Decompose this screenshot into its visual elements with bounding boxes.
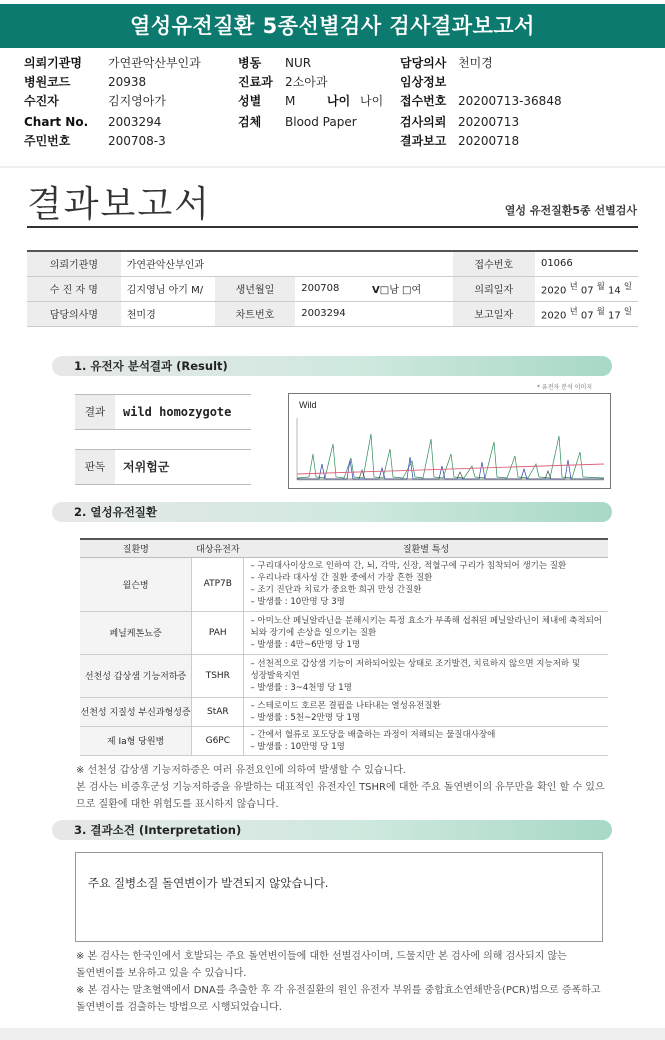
- institution-label: 의뢰기관명: [24, 56, 82, 70]
- info-report-date: 2020 $^년$ 07 $^월$ 17 $^일$: [535, 301, 638, 326]
- receipt-number-value: 20200713-36848: [458, 94, 562, 108]
- test-request-label: 검사의뢰: [400, 115, 447, 129]
- patient-value: 김지영아가: [108, 94, 166, 108]
- table-row: [27, 251, 638, 276]
- ward-label: 병동: [238, 56, 262, 70]
- info-doctor-label: 담당의사명: [27, 301, 121, 326]
- age-value: 나이: [360, 94, 384, 108]
- hospital-code-value: 20938: [108, 75, 147, 89]
- resident-number-label: 주민번호: [24, 134, 71, 148]
- age-label: 나이: [327, 94, 351, 108]
- disease-characteristics: – 스테로이드 호르몬 결핍을 나타내는 열성유전질환 – 발생률 : 5천~2만명 당 1명: [244, 697, 608, 726]
- col-characteristics: 질환별 특성: [244, 539, 608, 557]
- col-target-gene: 대상유전자: [192, 539, 244, 557]
- info-report-label: 보고일자: [453, 301, 535, 326]
- info-receipt-value: 01066: [535, 251, 638, 276]
- gender-label: 성별: [238, 94, 262, 108]
- disease-name: 선천성 갑상샘 기능저하증: [80, 654, 192, 697]
- test-request-value: 20200713: [458, 115, 520, 129]
- info-institution-value: 가연관악산부인과: [121, 251, 453, 276]
- info-patient-value: 김지영님 아기 M/: [121, 276, 215, 301]
- gender-check-mark: V: [372, 285, 380, 296]
- disease-gene: TSHR: [192, 654, 244, 697]
- info-gender-cell: [366, 276, 453, 301]
- judgement-label: 판독: [75, 450, 115, 484]
- header-info: [0, 48, 665, 166]
- disease-gene: G6PC: [192, 726, 244, 755]
- report-subtitle: 열성 유전질환5종 선별검사: [504, 204, 637, 217]
- interpretation-text: 주요 질병소질 돌연변이가 발견되지 않았습니다.: [88, 876, 329, 890]
- judgement-box: [75, 449, 251, 485]
- specimen-value: Blood Paper: [285, 115, 357, 129]
- judgement-value: 저위험군: [123, 460, 170, 474]
- report-title: 결과보고서: [27, 184, 211, 225]
- disease-characteristics: – 간에서 혈류로 포도당을 배출하는 과정이 저해되는 물질대사장애 – 발생률 : 10만명 당 1명: [244, 726, 608, 755]
- report-page: [0, 168, 665, 1028]
- result-value: wild homozygote: [123, 405, 232, 419]
- chart-no-value: 2003294: [108, 115, 162, 129]
- title-divider: [27, 226, 638, 228]
- chart-wild-label: Wild: [299, 400, 317, 410]
- section-result-title: 1. 유전자 분석결과 (Result): [52, 356, 612, 376]
- department-label: 진료과: [238, 75, 273, 89]
- table-row: [80, 557, 608, 611]
- clinical-info-label: 임상정보: [400, 75, 447, 89]
- info-patient-label: 수 진 자 명: [27, 276, 121, 301]
- disease-name: 윌슨병: [80, 557, 192, 611]
- patient-label: 수진자: [24, 94, 59, 108]
- info-chart-label: 차트번호: [215, 301, 296, 326]
- chart-no-label: Chart No.: [24, 115, 89, 129]
- disease-characteristics: – 구리대사이상으로 인하여 간, 뇌, 각막, 신장, 적혈구에 구리가 침착되어 생기는 질환 – 우리나라 대사성 간 질환 중에서 가장 흔한 질환 – 조기 진단과 치료가 중요한 희귀 만성 간질환 – 발생률 : 10만명 당 3명: [244, 557, 608, 611]
- disease-name: 선천성 지질성 부신과형성증: [80, 697, 192, 726]
- info-birth-label: 생년월일: [215, 276, 296, 301]
- col-disease-name: 질환명: [80, 539, 192, 557]
- result-box: [75, 394, 251, 430]
- info-institution-label: 의뢰기관명: [27, 251, 121, 276]
- section-disease-title: 2. 열성유전질환: [52, 502, 612, 522]
- electropherogram-graphic: [289, 394, 610, 488]
- attending-doctor-value: 천미경: [458, 56, 493, 70]
- disease-table: [80, 538, 608, 756]
- receipt-number-label: 접수번호: [400, 94, 447, 108]
- result-report-value: 20200718: [458, 134, 520, 148]
- attending-doctor-label: 담당의사: [400, 56, 447, 70]
- disease-gene: PAH: [192, 611, 244, 654]
- table-row: [27, 276, 638, 301]
- tshr-note: ※ 선천성 갑상샘 기능저하증은 여러 유전요인에 의하여 발생할 수 있습니다. 본 검사는 비증후군성 기능저하증을 유발하는 대표적인 유전자인 TSHR에 대한 주요 돌연변이의 유무만을 확인 할 수 있으 므로 질환에 대한 위험도를 표시하지 않습니다.: [76, 765, 605, 810]
- table-row: [27, 301, 638, 326]
- gender-checkboxes: □남 □여: [379, 285, 422, 296]
- hospital-code-label: 병원코드: [24, 75, 71, 89]
- ward-value: NUR: [285, 56, 312, 70]
- disease-gene: ATP7B: [192, 557, 244, 611]
- gene-analysis-image: [288, 393, 611, 489]
- info-request-date: 2020 $^년$ 07 $^월$ 14 $^일$: [535, 276, 638, 301]
- info-birth-value: 200708: [295, 276, 366, 301]
- disease-name: 페닐케톤뇨증: [80, 611, 192, 654]
- institution-value: 가연관악산부인과: [108, 56, 201, 70]
- info-chart-value: 2003294: [295, 301, 452, 326]
- chart-note: * 유전자 분석 이미지: [537, 384, 593, 391]
- resident-number-value: 200708-3: [108, 134, 166, 148]
- footer-notes: ※ 본 검사는 한국인에서 호발되는 주요 돌연변이들에 대한 선별검사이며, 드물지만 본 검사에 의해 검사되지 않는 돌연변이를 보유하고 있을 수 있습니다. ※ 본 검사는 말초혈액에서 DNA를 추출한 후 각 유전질환의 원인 유전자 부위를 중합효소연쇄반응(PCR)법으로 증폭하고 돌연변이를 검출하는 방법으로 시행되었습니다.: [76, 951, 601, 1013]
- disease-characteristics: – 아미노산 페닐알라닌을 분해시키는 특정 효소가 부족해 섭취된 페닐알라닌이 체내에 축적되어 뇌와 장기에 손상을 일으키는 질환 – 발생률 : 4만~6만명 당 1명: [244, 611, 608, 654]
- department-value: 2소아과: [285, 75, 328, 89]
- patient-info-table: [27, 250, 638, 327]
- specimen-label: 검체: [238, 115, 262, 129]
- table-row: [80, 654, 608, 697]
- result-label: 결과: [75, 395, 115, 429]
- info-receipt-label: 접수번호: [453, 251, 535, 276]
- result-report-label: 결과보고: [400, 134, 447, 148]
- table-row: [80, 726, 608, 755]
- info-doctor-value: 천미경: [121, 301, 215, 326]
- interpretation-box: [75, 852, 603, 942]
- gender-value: M: [285, 94, 296, 108]
- banner: [0, 0, 665, 48]
- section-interpretation-title: 3. 결과소견 (Interpretation): [52, 820, 612, 840]
- disease-characteristics: – 선천적으로 갑상샘 기능이 저하되어있는 상태로 조기발견, 치료하지 않으면 지능저하 및 성장발육지연 – 발생률 : 3~4천명 당 1명: [244, 654, 608, 697]
- table-row: [80, 697, 608, 726]
- info-request-label: 의뢰일자: [453, 276, 535, 301]
- table-row: [80, 611, 608, 654]
- table-header-row: [80, 539, 608, 557]
- disease-gene: StAR: [192, 697, 244, 726]
- disease-name: 제 Ia형 당원병: [80, 726, 192, 755]
- banner-title: 열성유전질환 5종선별검사 검사결과보고서: [0, 4, 665, 48]
